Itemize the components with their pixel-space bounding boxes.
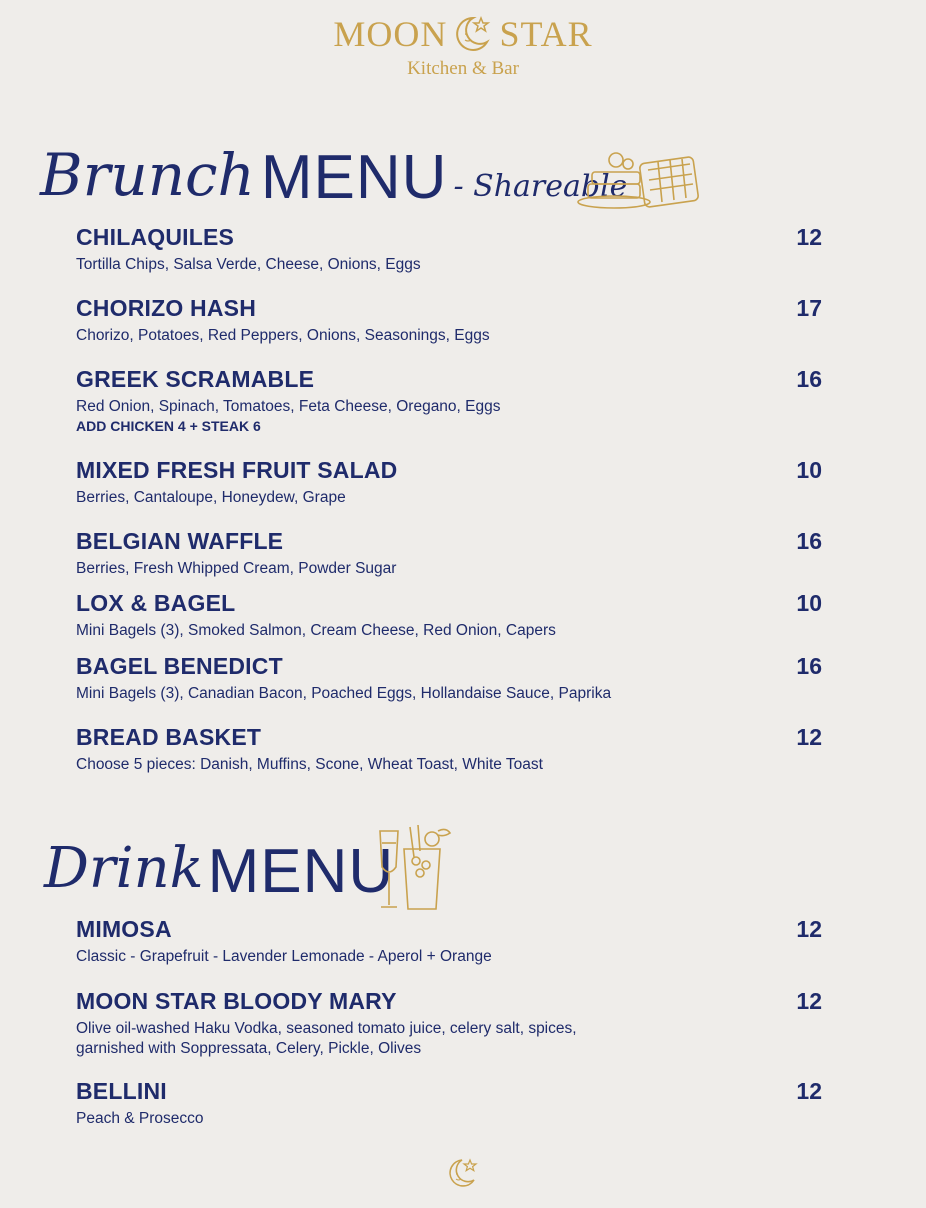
item-price: 10: [796, 590, 822, 616]
brand-name: [333, 12, 592, 56]
item-name: BAGEL BENEDICT: [76, 653, 283, 679]
item-name: BELGIAN WAFFLE: [76, 528, 284, 554]
drink-item-mimosa: [76, 916, 826, 967]
brand-name-left: MOON: [333, 14, 448, 54]
item-description-line-2: garnished with Soppressata, Celery, Pickle, Olives: [76, 1040, 422, 1057]
item-name: BELLINI: [76, 1078, 167, 1104]
brunch-item-lox-bagel: [76, 590, 826, 641]
brunch-item-belgian-waffle: [76, 528, 826, 579]
item-description: Peach & Prosecco: [76, 1110, 204, 1127]
drink-item-bloody-mary: [76, 988, 826, 1059]
brunch-heading: [40, 140, 627, 210]
brunch-item-greek-scramable: [76, 366, 826, 436]
item-description: Berries, Fresh Whipped Cream, Powder Sugar: [76, 560, 397, 577]
moon-star-icon: [451, 12, 495, 56]
item-name: MIXED FRESH FRUIT SALAD: [76, 457, 398, 483]
moon-star-icon: [446, 1156, 482, 1192]
drink-script-word: Drink: [44, 836, 204, 901]
brunch-menu-word: MENU: [260, 143, 448, 212]
brand-logo: [0, 12, 926, 80]
item-name: MIMOSA: [76, 916, 172, 942]
item-description: Mini Bagels (3), Smoked Salmon, Cream Cheese, Red Onion, Capers: [76, 622, 556, 639]
item-name: BREAD BASKET: [76, 724, 262, 750]
cocktail-glasses-icon: [374, 820, 454, 912]
item-add-on-note: ADD CHICKEN 4 + STEAK 6: [76, 418, 261, 434]
item-description: Berries, Cantaloupe, Honeydew, Grape: [76, 489, 346, 506]
item-description: Classic - Grapefruit - Lavender Lemonade - Aperol + Orange: [76, 948, 492, 965]
item-price: 17: [796, 295, 822, 321]
drink-menu-word: MENU: [207, 837, 395, 906]
brunch-item-chorizo-hash: [76, 295, 826, 346]
item-price: 12: [796, 1078, 822, 1104]
brunch-item-chilaquiles: [76, 224, 826, 275]
brunch-script-word: Brunch: [40, 141, 255, 209]
item-description: Mini Bagels (3), Canadian Bacon, Poached Eggs, Hollandaise Sauce, Paprika: [76, 685, 612, 702]
item-description: Choose 5 pieces: Danish, Muffins, Scone, Wheat Toast, White Toast: [76, 756, 543, 773]
item-price: 16: [796, 528, 822, 554]
brand-name-right: STAR: [499, 14, 593, 54]
drink-heading: [44, 834, 394, 904]
item-name: CHILAQUILES: [76, 224, 235, 250]
drink-item-bellini: [76, 1078, 826, 1129]
brunch-item-bread-basket: [76, 724, 826, 775]
item-price: 12: [796, 916, 822, 942]
brunch-item-fruit-salad: [76, 457, 826, 508]
item-name: GREEK SCRAMABLE: [76, 366, 315, 392]
item-price: 12: [796, 988, 822, 1014]
item-description: Olive oil-washed Haku Vodka, seasoned tomato juice, celery salt, spices,: [76, 1020, 577, 1037]
item-price: 16: [796, 366, 822, 392]
waffle-stack-icon: [574, 144, 704, 214]
item-price: 16: [796, 653, 822, 679]
brunch-item-bagel-benedict: [76, 653, 826, 704]
item-description: Tortilla Chips, Salsa Verde, Cheese, Onions, Eggs: [76, 256, 421, 273]
brand-subtitle: Kitchen & Bar: [407, 58, 519, 79]
item-description: Chorizo, Potatoes, Red Peppers, Onions, Seasonings, Eggs: [76, 327, 490, 344]
item-price: 12: [796, 724, 822, 750]
item-name: CHORIZO HASH: [76, 295, 257, 321]
brunch-suffix: - Shareable: [453, 169, 628, 204]
item-price: 12: [796, 224, 822, 250]
item-price: 10: [796, 457, 822, 483]
item-description: Red Onion, Spinach, Tomatoes, Feta Cheese, Oregano, Eggs: [76, 398, 501, 415]
item-name: MOON STAR BLOODY MARY: [76, 988, 397, 1014]
item-name: LOX & BAGEL: [76, 590, 236, 616]
